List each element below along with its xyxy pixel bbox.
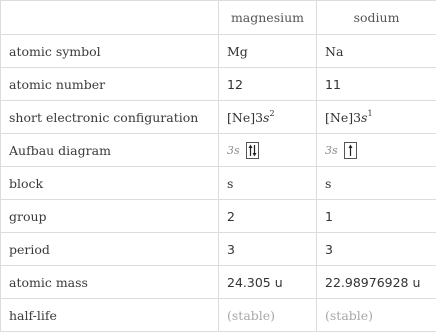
row-label-atomic-symbol: atomic symbol [1,35,219,68]
row-label-atomic-number: atomic number [1,68,219,101]
table-row [1,68,436,101]
corner-cell [1,1,219,35]
magnesium-half-life: (stable) [219,299,317,332]
magnesium-aufbau-diagram [219,134,317,167]
table-row [1,299,436,332]
table-row [1,101,436,134]
table-row [1,167,436,200]
sodium-aufbau-diagram [317,134,436,167]
sodium-group: 1 [317,200,436,233]
column-header-magnesium: magnesium [219,1,317,35]
sodium-electronic-configuration [317,101,436,134]
orbital-label: 3s [227,144,240,157]
table-row [1,134,436,167]
magnesium-electronic-configuration [219,101,317,134]
sodium-block: s [317,167,436,200]
config-orbital: s [263,110,269,125]
sodium-atomic-number: 11 [317,68,436,101]
magnesium-period: 3 [219,233,317,266]
spin-up-electron-icon [345,143,356,158]
magnesium-atomic-mass: 24.305 u [219,266,317,299]
config-electron-count: 1 [367,109,372,118]
table-row [1,233,436,266]
magnesium-group: 2 [219,200,317,233]
orbital-box [246,142,259,159]
paired-electrons-icon [247,143,258,158]
config-core: [Ne]3 [325,110,361,125]
sodium-period: 3 [317,233,436,266]
row-label-group: group [1,200,219,233]
row-label-period: period [1,233,219,266]
config-electron-count: 2 [269,109,274,118]
row-label-atomic-mass: atomic mass [1,266,219,299]
table-row [1,35,436,68]
sodium-atomic-mass: 22.98976928 u [317,266,436,299]
orbital-box [344,142,357,159]
column-header-sodium: sodium [317,1,436,35]
row-label-block: block [1,167,219,200]
orbital-label: 3s [325,144,338,157]
magnesium-atomic-number: 12 [219,68,317,101]
magnesium-atomic-symbol: Mg [219,35,317,68]
table-row [1,200,436,233]
row-label-electronic-configuration: short electronic configuration [1,101,219,134]
row-label-half-life: half-life [1,299,219,332]
sodium-atomic-symbol: Na [317,35,436,68]
config-orbital: s [361,110,367,125]
row-label-aufbau-diagram: Aufbau diagram [1,134,219,167]
config-core: [Ne]3 [227,110,263,125]
magnesium-block: s [219,167,317,200]
table-row [1,266,436,299]
header-row [1,1,436,35]
sodium-half-life: (stable) [317,299,436,332]
